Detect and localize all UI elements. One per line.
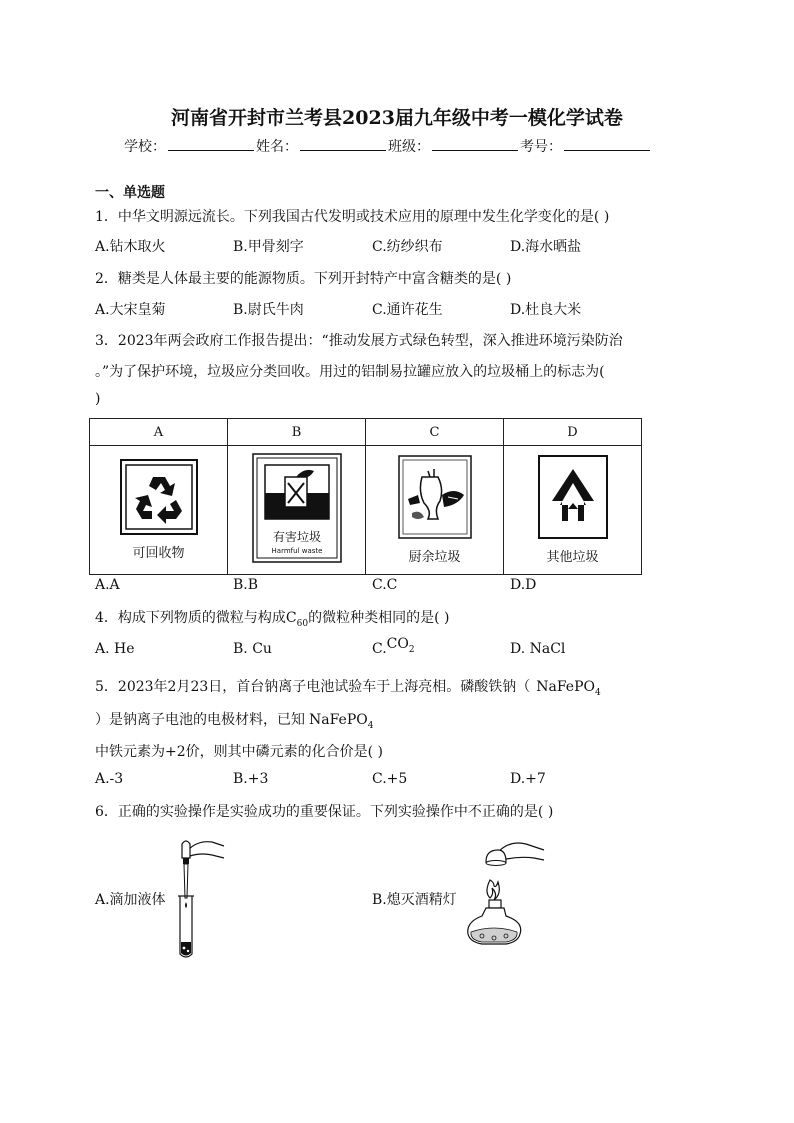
co2-subscript: 2: [408, 644, 415, 655]
q6-stem: 6．正确的实验操作是实验成功的重要保证。下列实验操作中不正确的是( ): [95, 804, 554, 820]
q5-stem-line1: [95, 676, 601, 698]
q5-line2-text: ）是钠离子电池的电极材料，已知: [95, 712, 305, 728]
co2-formula-text: CO: [386, 636, 409, 652]
q1-option-a: A.钻木取火: [95, 239, 166, 255]
class-blank: [432, 136, 518, 151]
nafepo4-sub-1: 4: [595, 687, 601, 698]
harmful-waste-cn: 有害垃圾: [272, 530, 321, 544]
student-info-line: [124, 136, 652, 156]
exam-no-blank: [564, 136, 650, 151]
bin-cell-kitchen: [366, 446, 504, 575]
bin-cell-harmful: [228, 446, 366, 575]
bin-cell-other: [504, 446, 642, 575]
exam-no-label: 考号：: [520, 139, 562, 155]
q4-stem-post: 的微粒种类相同的是( ): [308, 610, 450, 626]
col-header-b: B: [228, 419, 366, 446]
q3-stem-line1: 3．2023年两会政府工作报告提出：“推动发展方式绿色转型，深入推进环境污染防治: [95, 333, 623, 349]
q4-stem: [95, 607, 449, 629]
q6-option-b: B.熄灭酒精灯: [372, 892, 457, 908]
bin-label-recyclable: 可回收物: [132, 546, 185, 561]
nafepo4-formula-2: [309, 712, 374, 731]
q2-option-a: A.大宋皇菊: [95, 302, 166, 318]
nafepo4-text-2: NaFePO: [309, 712, 368, 728]
nafepo4-sub-2: 4: [367, 720, 374, 731]
q3-option-c: C.C: [372, 577, 398, 593]
col-header-d: D: [504, 419, 642, 446]
exam-title: 河南省开封市兰考县2023届九年级中考一模化学试卷: [171, 107, 623, 129]
alcohol-lamp-illustration: [462, 836, 546, 948]
class-label: 班级：: [388, 139, 430, 155]
kitchen-waste-icon: [398, 455, 472, 539]
q2-option-c: C.通许花生: [372, 302, 443, 318]
q4-stem-pre: 4．构成下列物质的微粒与构成: [95, 610, 286, 626]
q5-option-a: A.-3: [95, 771, 124, 787]
bin-label-kitchen: 厨余垃圾: [408, 550, 461, 565]
q2-stem: 2．糖类是人体最主要的能源物质。下列开封特产中富含糖类的是( ): [95, 271, 512, 287]
bin-cell-recyclable: [90, 446, 228, 575]
q2-option-d: D.杜良大米: [510, 302, 582, 318]
name-blank: [300, 136, 386, 151]
q4-option-c: [372, 636, 415, 660]
section-heading: 一、单选题: [95, 185, 165, 201]
c60-subscript: 60: [296, 618, 309, 629]
other-waste-icon: [538, 455, 608, 539]
harmful-waste-en: Harmful waste: [271, 547, 322, 555]
recycle-icon: [120, 459, 198, 535]
q3-bin-table: [89, 418, 642, 575]
q5-stem-line3: 中铁元素为+2价，则其中磷元素的化合价是( ): [95, 744, 384, 760]
q4-option-d: D. NaCl: [510, 641, 566, 657]
bin-label-other: 其他垃圾: [546, 550, 599, 565]
q5-stem-line2: [95, 709, 373, 731]
q3-option-d: D.D: [510, 577, 537, 593]
q3-stem-line3: ): [95, 391, 101, 407]
q3-option-a: A.A: [95, 577, 120, 593]
school-blank: [168, 136, 254, 151]
q5-line1-text: 5．2023年2月23日，首台钠离子电池试验车于上海亮相。磷酸铁钠（: [95, 679, 531, 695]
co2-formula: [386, 636, 415, 655]
nafepo4-text-1: NaFePO: [536, 679, 595, 695]
col-header-a: A: [90, 419, 228, 446]
nafepo4-formula-1: [536, 679, 601, 698]
q3-stem-line2: 。”为了保护环境，垃圾应分类回收。用过的铝制易拉罐应放入的垃圾桶上的标志为(: [95, 364, 605, 380]
col-header-c: C: [366, 419, 504, 446]
q3-option-b: B.B: [233, 577, 259, 593]
q1-option-c: C.纺纱织布: [372, 239, 443, 255]
q5-option-c: C.+5: [372, 771, 408, 787]
q5-option-b: B.+3: [233, 771, 269, 787]
c60-formula: C: [285, 610, 297, 626]
q4-option-c-prefix: C.: [372, 641, 387, 657]
q4-option-a: A. He: [95, 641, 135, 657]
q1-option-b: B.甲骨刻字: [233, 239, 304, 255]
q2-option-b: B.尉氏牛肉: [233, 302, 304, 318]
q6-option-a: A.滴加液体: [95, 892, 166, 908]
q1-stem: 1．中华文明源远流长。下列我国古代发明或技术应用的原理中发生化学变化的是( ): [95, 209, 610, 225]
q5-option-d: D.+7: [510, 771, 546, 787]
dropper-test-tube-illustration: [168, 832, 226, 962]
name-label: 姓名：: [256, 139, 298, 155]
q1-option-d: D.海水晒盐: [510, 239, 582, 255]
school-label: 学校：: [124, 139, 166, 155]
q4-option-b: B. Cu: [233, 641, 272, 657]
harmful-waste-icon: [252, 453, 342, 563]
